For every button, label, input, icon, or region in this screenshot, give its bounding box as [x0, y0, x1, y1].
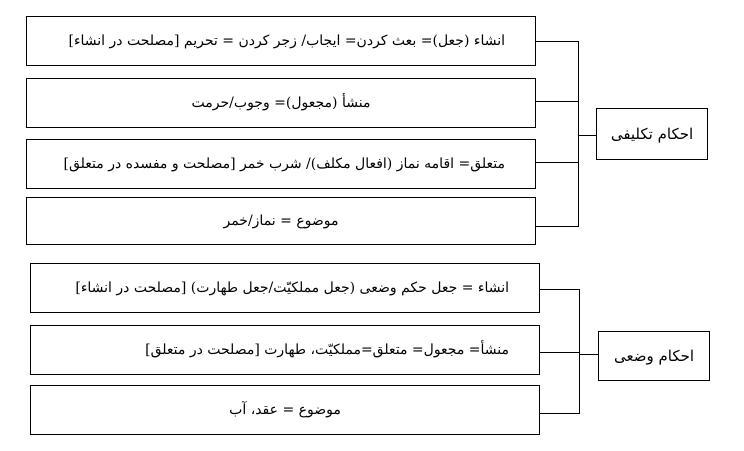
- vazi-mansha-box: منشأ= مجعول= متعلق=مملکیّت، طهارت [مصلحت در متعلق]: [30, 325, 540, 375]
- taklifi-insha-box: انشاء (جعل)= بعث کردن= ایجاب/ زجر کردن = تحریم [مصلحت در انشاء]: [26, 16, 536, 66]
- taklifi-mansha-box: منشأ (مجعول)= وجوب/حرمت: [26, 78, 536, 128]
- taklifi-mawzu-box: موضوع = نماز/خمر: [26, 197, 536, 245]
- group-label-vazi: احکام وضعی: [598, 331, 710, 381]
- taklifi-mutaallaq-box: متعلق= اقامه نماز (افعال مکلف)/ شرب خمر [مصلحت و مفسده در متعلق]: [26, 139, 536, 189]
- vazi-insha-box: انشاء = جعل حکم وضعی (جعل مملکیّت/جعل طهارت) [مصلحت در انشاء]: [30, 263, 540, 313]
- vazi-mawzu-box: موضوع = عقد، آب: [30, 385, 540, 435]
- group-label-taklifi: احکام تکلیفی: [596, 108, 708, 160]
